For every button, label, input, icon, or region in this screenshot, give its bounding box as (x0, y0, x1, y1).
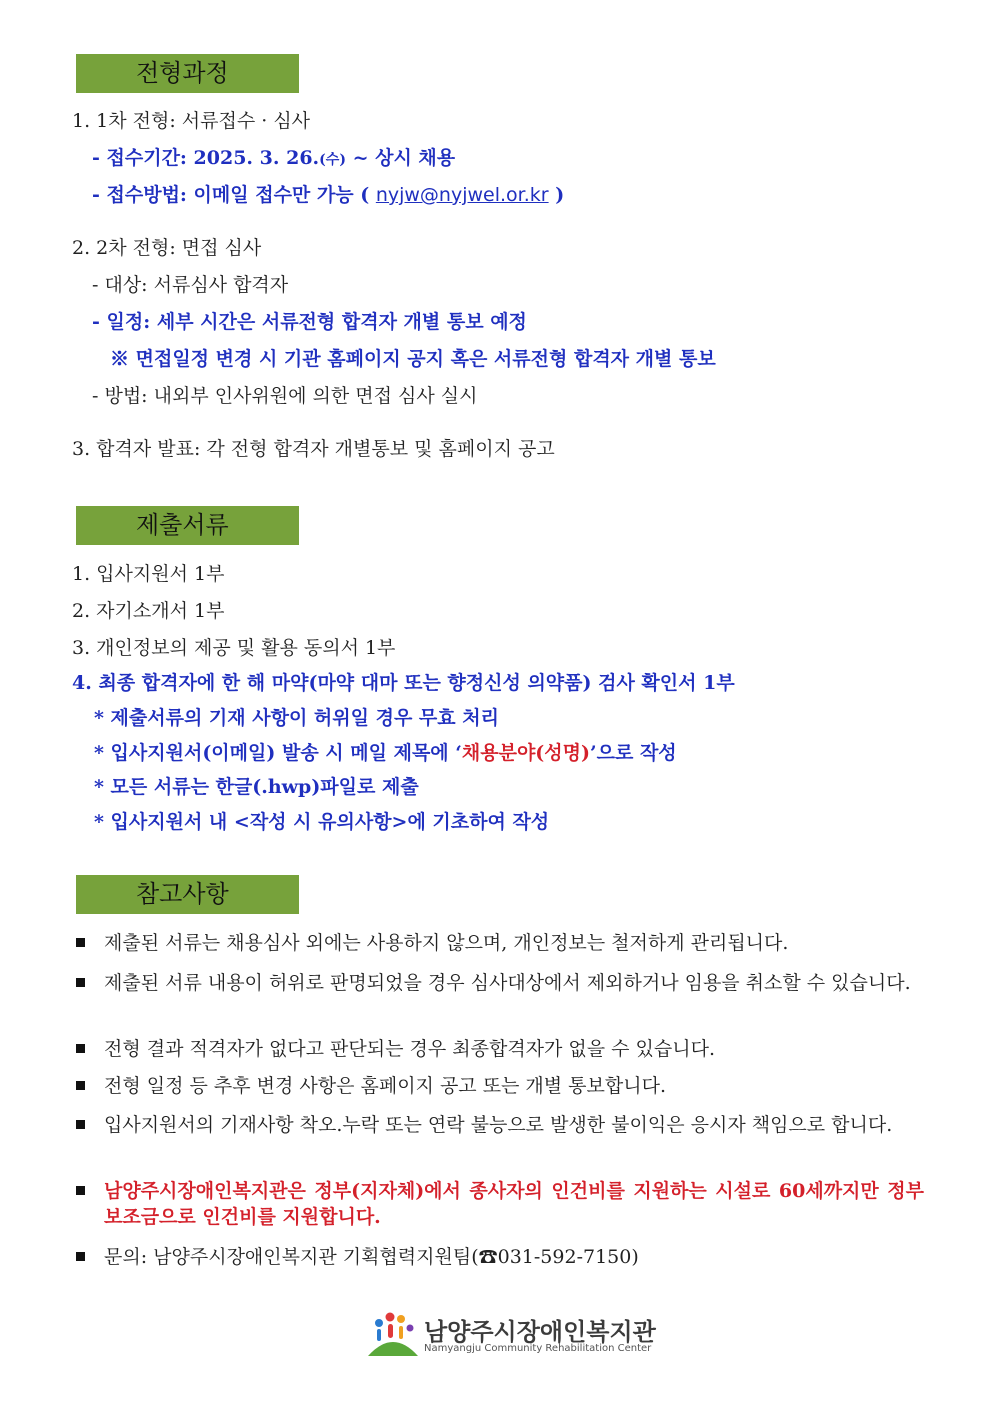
note2-highlight: 채용분야(성명) (461, 742, 590, 764)
note2-suffix: ’으로 작성 (590, 742, 677, 764)
square-bullet-icon (76, 1081, 85, 1090)
document-item-1: 1. 입사지원서 1부 (72, 563, 225, 585)
square-bullet-icon (76, 1252, 85, 1261)
process-item-2-schedule: - 일정: 세부 시간은 서류전형 합격자 개별 통보 예정 (92, 311, 527, 333)
square-bullet-icon (76, 938, 85, 947)
square-bullet-icon (76, 1044, 85, 1053)
logo-emblem-icon (366, 1310, 420, 1360)
document-item-4: 4. 최종 합격자에 한 해 마약(마약 대마 또는 향정신성 의약품) 검사 확인서 1부 (72, 672, 735, 694)
note-text-emphasis: 남양주시장애인복지관은 정부(지자체)에서 종사자의 인건비를 지원하는 시설로 60세까지만 정부 보조금으로 인건비를 지원합니다. (104, 1180, 924, 1228)
organization-logo (366, 1310, 656, 1360)
note-bullet-7 (76, 1244, 924, 1270)
note-bullet-4 (76, 1073, 924, 1099)
document-note-3: * 모든 서류는 한글(.hwp)파일로 제출 (94, 776, 419, 798)
logo-name-english: Namyangju Community Rehabilitation Center (424, 1343, 652, 1354)
process-item-1-method (92, 182, 564, 208)
process-item-2: 2. 2차 전형: 면접 심사 (72, 237, 262, 259)
period-rest: ~ 상시 채용 (345, 147, 456, 169)
process-item-1: 1. 1차 전형: 서류접수 · 심사 (72, 110, 311, 132)
note-text: 전형 일정 등 추후 변경 사항은 홈페이지 공고 또는 개별 통보합니다. (104, 1075, 666, 1097)
square-bullet-icon (76, 1186, 85, 1195)
note-text: 제출된 서류는 채용심사 외에는 사용하지 않으며, 개인정보는 철저하게 관리됩니다. (104, 932, 789, 954)
section-header-notes: 참고사항 (76, 875, 299, 914)
process-item-2-method: - 방법: 내외부 인사위원에 의한 면접 심사 실시 (92, 385, 478, 407)
method-close: ) (548, 184, 565, 206)
period-weekday: (수) (319, 152, 346, 168)
process-item-2-note: ※ 면접일정 변경 시 기관 홈페이지 공지 혹은 서류전형 합격자 개별 통보 (110, 348, 716, 370)
note2-prefix: * 입사지원서(이메일) 발송 시 메일 제목에 ‘ (94, 742, 462, 764)
contact-text: 문의: 남양주시장애인복지관 기획협력지원팀(☎031-592-7150) (104, 1246, 639, 1268)
process-item-2-target: - 대상: 서류심사 합격자 (92, 274, 289, 296)
document-note-1: * 제출서류의 기재 사항이 허위일 경우 무효 처리 (94, 707, 499, 729)
period-label: - 접수기간: 2025. 3. 26. (92, 147, 320, 169)
section-header-process: 전형과정 (76, 54, 299, 93)
email-link[interactable]: nyjw@nyjwel.or.kr (375, 184, 549, 206)
method-label: - 접수방법: 이메일 접수만 가능 ( (92, 184, 376, 206)
process-item-3: 3. 합격자 발표: 각 전형 합격자 개별통보 및 홈페이지 공고 (72, 438, 555, 460)
square-bullet-icon (76, 978, 85, 987)
note-bullet-2 (76, 970, 924, 996)
note-bullet-1 (76, 930, 924, 956)
process-item-1-period (92, 145, 455, 173)
document-item-2: 2. 자기소개서 1부 (72, 600, 225, 622)
note-bullet-3 (76, 1036, 924, 1062)
note-bullet-6 (76, 1178, 924, 1230)
section-header-documents: 제출서류 (76, 506, 299, 545)
note-text: 제출된 서류 내용이 허위로 판명되었을 경우 심사대상에서 제외하거나 임용을 취소할 수 있습니다. (104, 972, 911, 994)
document-item-3: 3. 개인정보의 제공 및 활용 동의서 1부 (72, 637, 396, 659)
note-bullet-5 (76, 1112, 924, 1138)
square-bullet-icon (76, 1120, 85, 1129)
note-text: 입사지원서의 기재사항 착오.누락 또는 연락 불능으로 발생한 불이익은 응시자 책임으로 합니다. (104, 1114, 893, 1136)
logo-name-korean: 남양주시장애인복지관 (424, 1318, 656, 1346)
document-note-4: * 입사지원서 내 <작성 시 유의사항>에 기초하여 작성 (94, 811, 550, 833)
document-note-2 (94, 740, 677, 766)
note-text: 전형 결과 적격자가 없다고 판단되는 경우 최종합격자가 없을 수 있습니다. (104, 1038, 716, 1060)
